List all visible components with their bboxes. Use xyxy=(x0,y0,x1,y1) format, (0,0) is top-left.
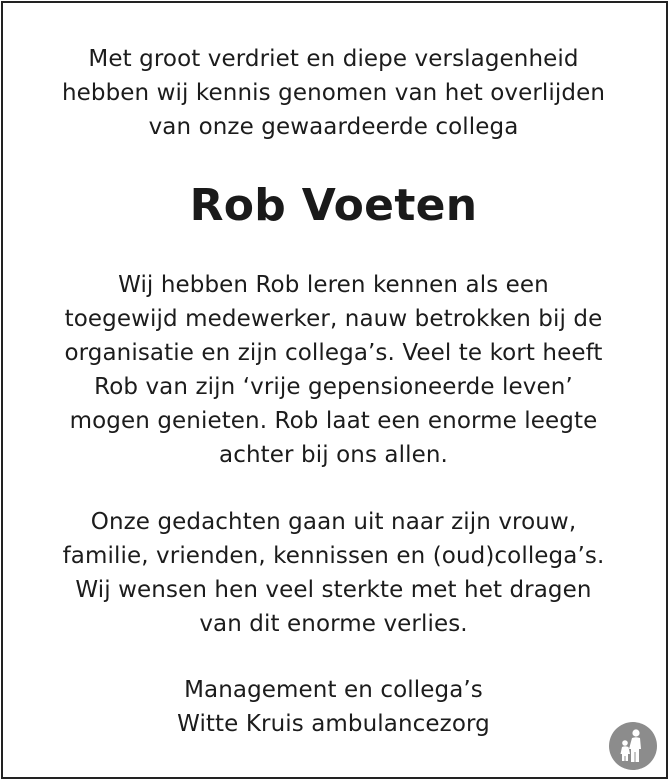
tribute-line: Wij hebben Rob leren kennen als een xyxy=(118,272,549,298)
intro-line: van onze gewaardeerde collega xyxy=(148,114,519,140)
tribute-line: achter bij ons allen. xyxy=(219,442,448,468)
tribute-line: organisatie en zijn collega’s. Veel te kort heeft xyxy=(64,340,603,366)
signoff-line: Witte Kruis ambulancezorg xyxy=(177,711,490,737)
tribute-line: mogen genieten. Rob laat een enorme leegte xyxy=(69,408,598,434)
tribute-paragraph xyxy=(0,268,667,472)
signoff-block xyxy=(0,673,667,741)
condolence-paragraph xyxy=(0,505,667,641)
intro-paragraph xyxy=(0,42,667,144)
tribute-line: toegewijd medewerker, nauw betrokken bij de xyxy=(64,306,603,332)
intro-line: Met groot verdriet en diepe verslagenheid xyxy=(88,46,579,72)
intro-line: hebben wij kennis genomen van het overlijden xyxy=(61,80,606,106)
signoff-line: Management en collega’s xyxy=(184,677,483,703)
deceased-name: Rob Voeten xyxy=(189,180,478,231)
condolence-line: Onze gedachten gaan uit naar zijn vrouw, xyxy=(90,509,577,535)
tribute-line: Rob van zijn ‘vrije gepensioneerde leven’ xyxy=(94,374,573,400)
condolence-figure-icon xyxy=(609,722,657,770)
condolence-line: van dit enorme verlies. xyxy=(199,611,468,637)
condolence-line: Wij wensen hen veel sterkte met het dragen xyxy=(75,577,592,603)
condolence-line: familie, vrienden, kennissen en (oud)collega’s. xyxy=(62,543,605,569)
